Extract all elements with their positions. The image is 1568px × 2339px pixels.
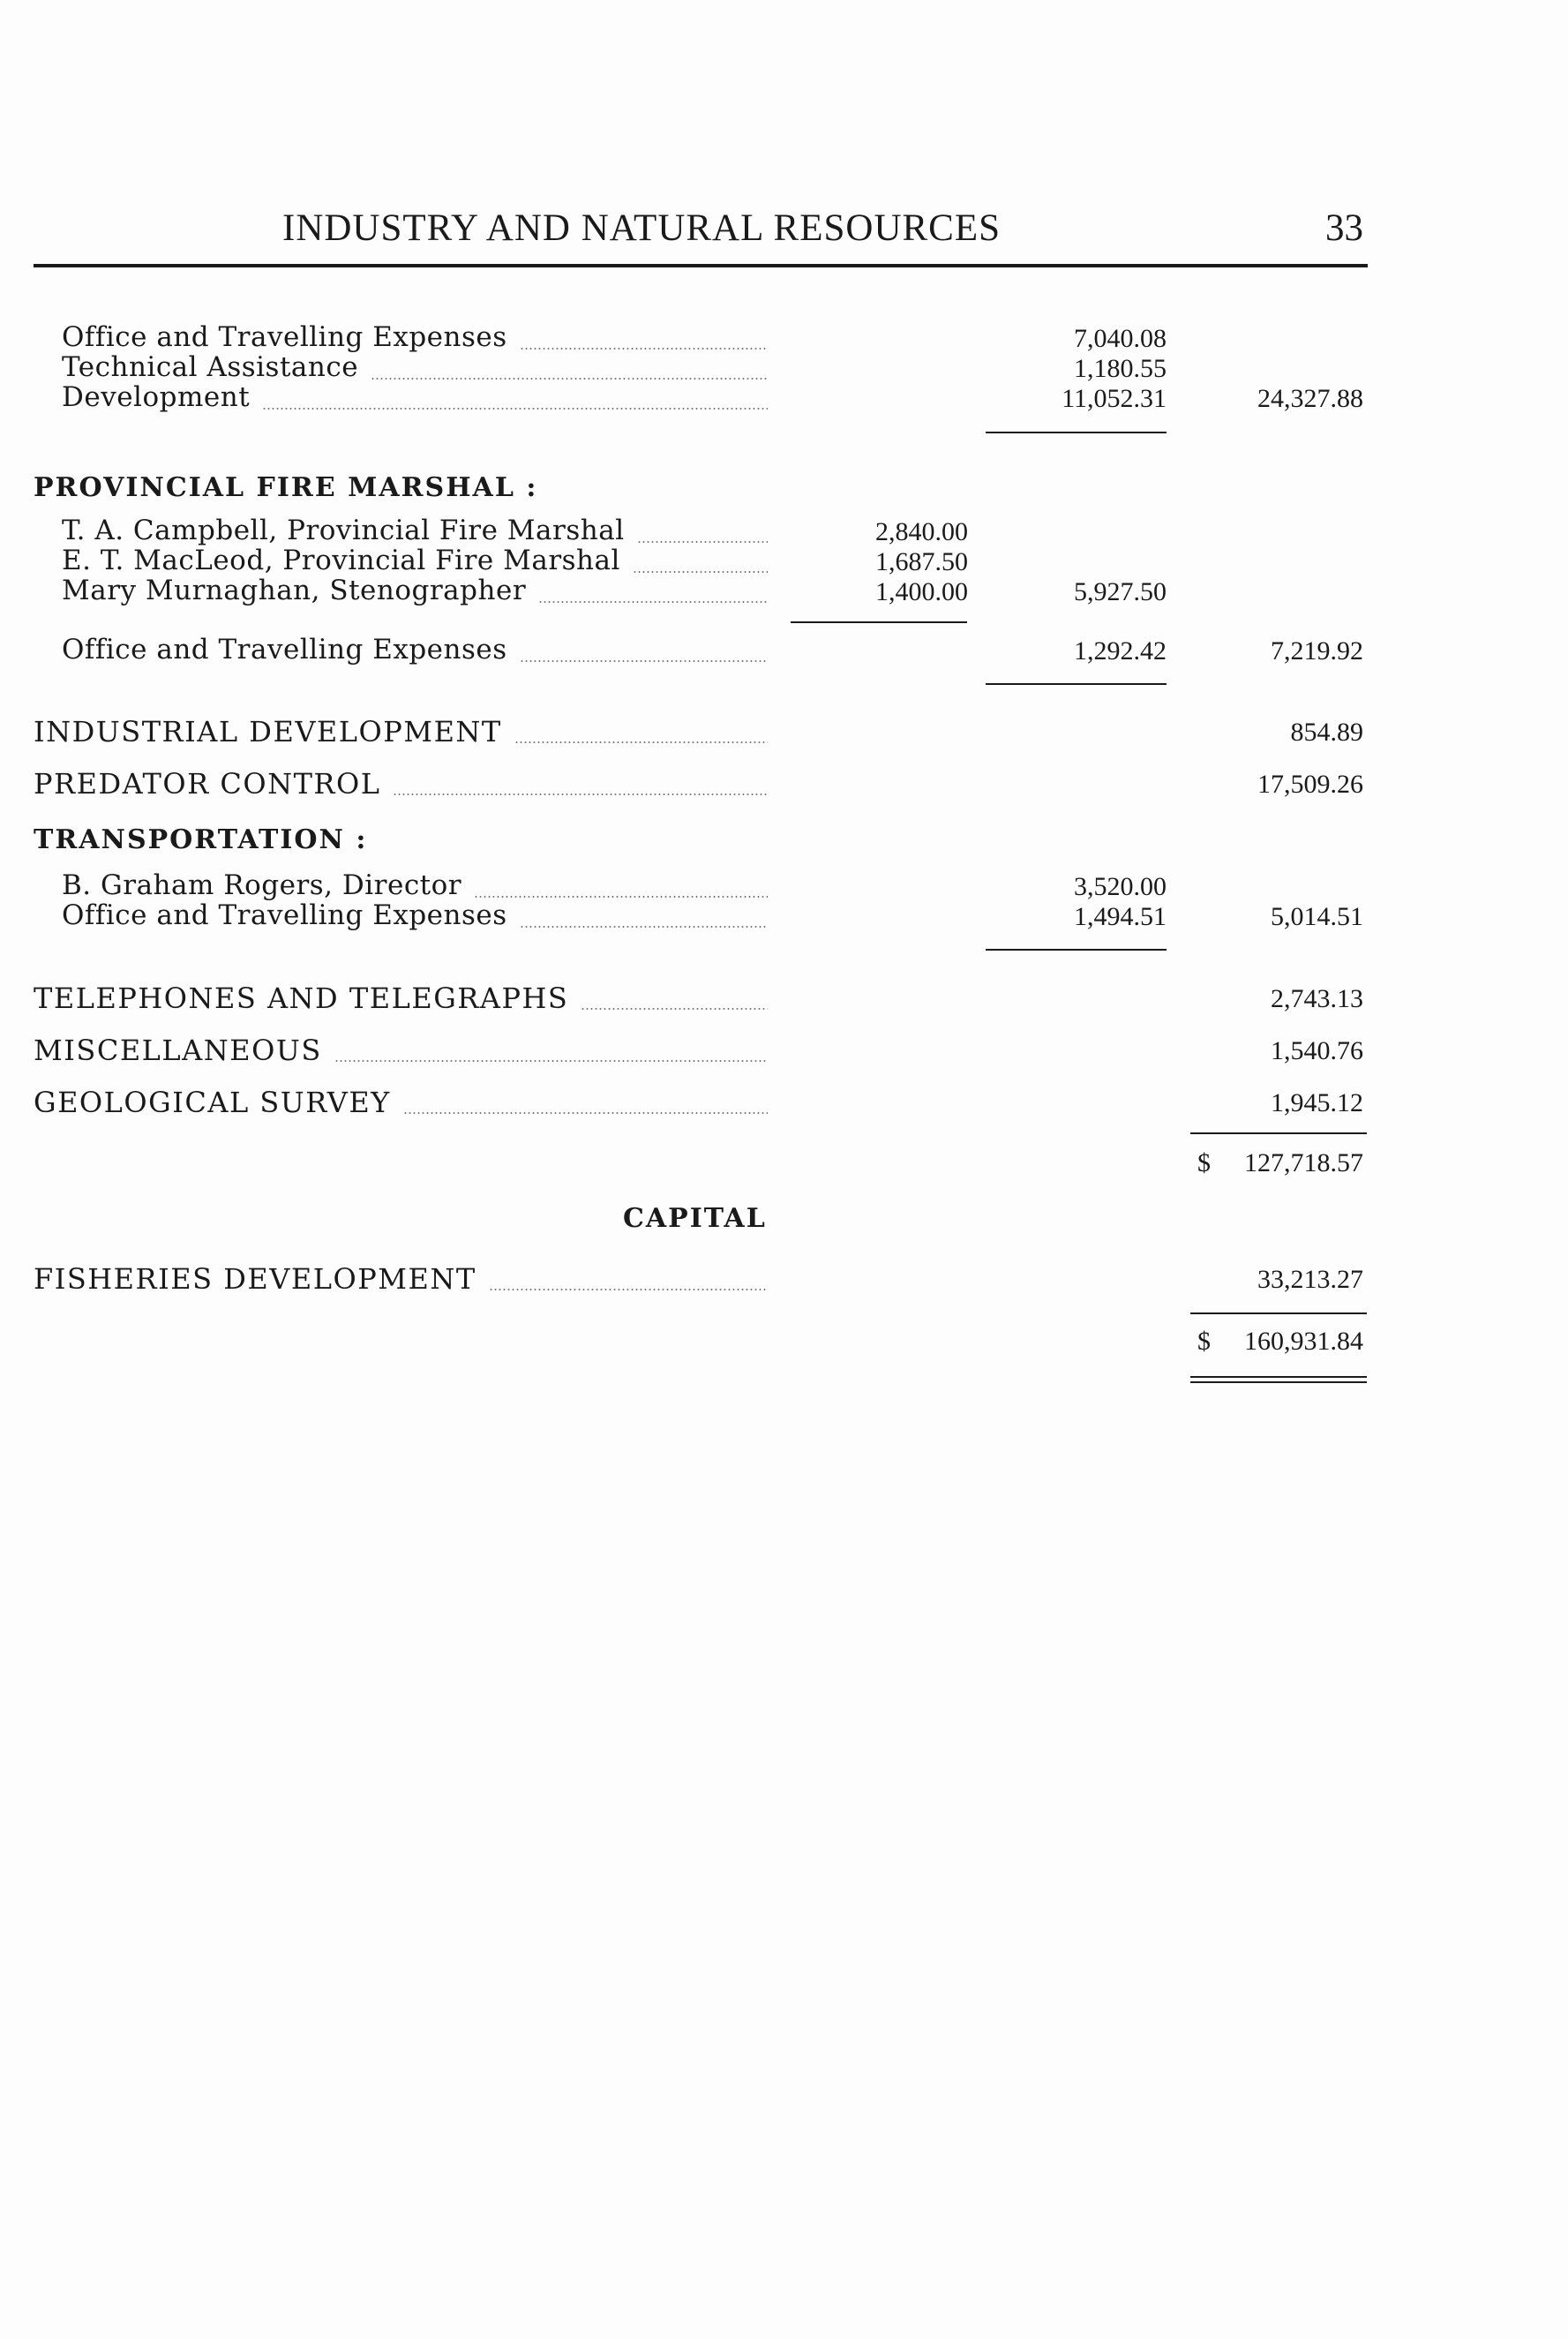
total-cell: 24,327.88 — [1257, 384, 1363, 413]
table-row — [0, 767, 1568, 802]
subtotal-value: 127,718.57 — [1244, 1148, 1363, 1177]
total-cell: 1,945.12 — [1271, 1088, 1363, 1117]
sum-rule — [986, 432, 1167, 433]
table-row — [0, 634, 1568, 669]
row-label: Office and Travelling Expenses — [62, 321, 768, 357]
grand-total-value: 160,931.84 — [1244, 1327, 1363, 1356]
total-cell: 17,509.26 — [1257, 770, 1363, 799]
sum-rule — [986, 683, 1167, 685]
total-cell: 5,014.51 — [1271, 902, 1363, 931]
page-header-title: INDUSTRY AND NATURAL RESOURCES — [282, 207, 1002, 249]
total-cell: 7,219.92 — [1271, 636, 1363, 666]
total-cell: 2,743.13 — [1271, 984, 1363, 1013]
sum-rule — [1190, 1312, 1367, 1314]
row-label: PREDATOR CONTROL — [34, 767, 768, 802]
row-label: B. Graham Rogers, Director — [62, 869, 768, 905]
double-rule-bottom — [1190, 1381, 1367, 1383]
total-cell: 854.89 — [1290, 718, 1363, 747]
total-cell: 33,213.27 — [1257, 1265, 1363, 1294]
currency-symbol: $ — [1197, 1327, 1211, 1356]
table-row — [0, 1086, 1568, 1121]
table-row — [0, 899, 1568, 935]
row-label: Mary Murnaghan, Stenographer — [62, 575, 768, 610]
amount-cell: 1,292.42 — [1074, 636, 1167, 666]
table-row — [0, 715, 1568, 750]
header-rule — [34, 264, 1368, 267]
section-heading-capital: CAPITAL — [623, 1203, 767, 1234]
row-label: MISCELLANEOUS — [34, 1034, 768, 1069]
subtotal-row — [0, 1146, 1568, 1181]
sum-rule — [791, 621, 967, 623]
row-label: E. T. MacLeod, Provincial Fire Marshal — [62, 545, 768, 580]
row-label: GEOLOGICAL SURVEY — [34, 1086, 768, 1121]
row-label: Office and Travelling Expenses — [62, 634, 768, 669]
row-label: Office and Travelling Expenses — [62, 899, 768, 935]
currency-symbol: $ — [1197, 1148, 1211, 1177]
amount-cell: 1,400.00 — [875, 577, 968, 606]
table-row — [0, 575, 1568, 610]
amount-cell: 5,927.50 — [1074, 577, 1167, 606]
page-number: 33 — [1325, 207, 1363, 249]
row-label: FISHERIES DEVELOPMENT — [34, 1262, 768, 1297]
amount-cell: 1,687.50 — [875, 547, 968, 576]
row-label: Technical Assistance — [62, 351, 768, 387]
amount-cell: 11,052.31 — [1062, 384, 1167, 413]
row-label: Development — [62, 381, 768, 417]
section-heading-transportation: TRANSPORTATION : — [34, 824, 368, 855]
amount-cell: 1,180.55 — [1074, 354, 1167, 383]
amount-cell: 1,494.51 — [1074, 902, 1167, 931]
sum-rule — [986, 949, 1167, 951]
amount-cell: 3,520.00 — [1074, 872, 1167, 901]
total-cell: 1,540.76 — [1271, 1036, 1363, 1065]
row-label: TELEPHONES AND TELEGRAPHS — [34, 981, 768, 1017]
table-row — [0, 1034, 1568, 1069]
table-row — [0, 981, 1568, 1017]
amount-cell: 7,040.08 — [1074, 324, 1167, 353]
amount-cell: 2,840.00 — [875, 517, 968, 546]
section-heading-fire-marshal: PROVINCIAL FIRE MARSHAL : — [34, 472, 538, 503]
double-rule-top — [1190, 1376, 1367, 1378]
row-label: INDUSTRIAL DEVELOPMENT — [34, 715, 768, 750]
grand-total-row — [0, 1324, 1568, 1359]
table-row — [0, 1262, 1568, 1297]
row-label: T. A. Campbell, Provincial Fire Marshal — [62, 515, 768, 550]
sum-rule — [1190, 1132, 1367, 1134]
table-row — [0, 381, 1568, 417]
